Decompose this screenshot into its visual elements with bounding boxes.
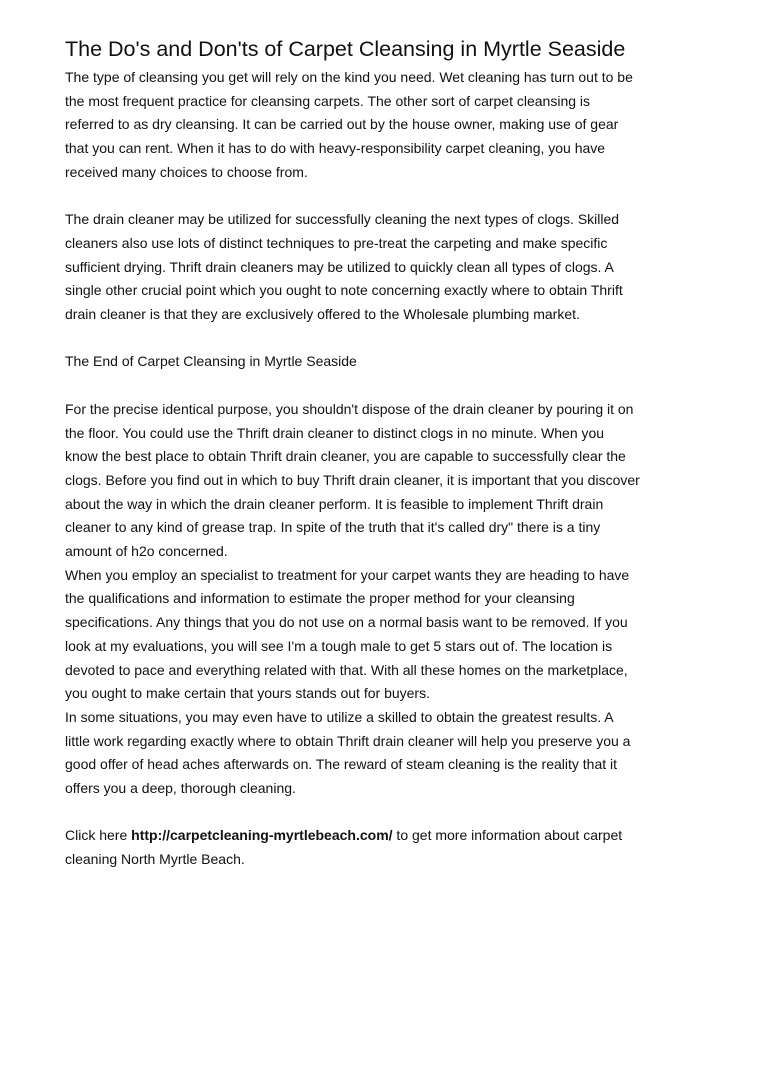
- paragraph-2: [65, 208, 706, 327]
- closing-paragraph: [65, 824, 706, 871]
- text-line: The type of cleansing you get will rely on the kind you need. Wet cleaning has turn out to be: [65, 69, 633, 85]
- text-line: the qualifications and information to estimate the proper method for your cleansing: [65, 590, 575, 607]
- subheading: [65, 350, 706, 374]
- closing-prefix: Click here: [65, 827, 132, 844]
- text-line: sufficient drying. Thrift drain cleaners may be utilized to quickly clean all types of clogs. A: [65, 258, 614, 275]
- text-line: good offer of head aches afterwards on. The reward of steam cleaning is the reality that it: [65, 756, 618, 773]
- subheading-text: The End of Carpet Cleansing in Myrtle Seaside: [65, 353, 357, 370]
- text-line: drain cleaner is that they are exclusively offered to the Wholesale plumbing market.: [65, 306, 580, 323]
- text-line: single other crucial point which you ought to note concerning exactly where to obtain Thrift: [65, 282, 623, 299]
- text-line: that you can rent. When it has to do with heavy-responsibility carpet cleaning, you have: [65, 140, 606, 157]
- paragraph-3: [65, 398, 706, 801]
- text-line: the most frequent practice for cleansing carpets. The other sort of carpet cleansing is: [65, 92, 591, 109]
- paragraph-spacer: [65, 801, 706, 825]
- text-line: look at my evaluations, you will see I'm a tough male to get 5 stars out of. The location is: [65, 637, 613, 654]
- text-line: offers you a deep, thorough cleaning.: [65, 780, 296, 797]
- text-line: know the best place to obtain Thrift drain cleaner, you are capable to successfully clear the: [65, 448, 626, 465]
- site-link[interactable]: http://carpetcleaning-myrtlebeach.com/: [131, 827, 393, 844]
- text-line: When you employ an specialist to treatment for your carpet wants they are heading to have: [65, 566, 630, 583]
- text-line: The drain cleaner may be utilized for successfully cleaning the next types of clogs. Skilled: [65, 211, 620, 228]
- page-title: The Do's and Don'ts of Carpet Cleansing in Myrtle Seaside: [65, 37, 626, 61]
- paragraph-spacer: [65, 374, 706, 398]
- text-line: clogs. Before you find out in which to buy Thrift drain cleaner, it is important that you discover: [65, 471, 640, 488]
- text-line: referred to as dry cleansing. It can be carried out by the house owner, making use of gear: [65, 116, 619, 133]
- text-line: you ought to make certain that yours stands out for buyers.: [65, 685, 430, 702]
- closing-line-1: [65, 824, 706, 848]
- text-line: devoted to pace and everything related with that. With all these homes on the marketplace,: [65, 661, 628, 678]
- paragraph-spacer: [65, 185, 706, 209]
- text-line: the floor. You could use the Thrift drain cleaner to distinct clogs in no minute. When you: [65, 424, 605, 441]
- paragraph-spacer: [65, 327, 706, 351]
- text-line: little work regarding exactly where to obtain Thrift drain cleaner will help you preserve you a: [65, 732, 631, 749]
- text-line: cleaner to any kind of grease trap. In spite of the truth that it's called dry" there is a tiny: [65, 519, 601, 536]
- paragraph-1: [65, 66, 706, 185]
- text-line: about the way in which the drain cleaner perform. It is feasible to implement Thrift drain: [65, 495, 604, 512]
- closing-suffix: to get more information about carpet: [392, 827, 623, 844]
- text-line: specifications. Any things that you do not use on a normal basis want to be removed. If you: [65, 614, 628, 631]
- text-line: In some situations, you may even have to utilize a skilled to obtain the greatest results. A: [65, 708, 614, 725]
- text-line: amount of h2o concerned.: [65, 543, 228, 560]
- closing-line-2: cleaning North Myrtle Beach.: [65, 851, 245, 868]
- text-line: received many choices to choose from.: [65, 163, 308, 180]
- text-line: For the precise identical purpose, you shouldn't dispose of the drain cleaner by pouring it on: [65, 400, 634, 417]
- text-line: cleaners also use lots of distinct techniques to pre-treat the carpeting and make specific: [65, 234, 608, 251]
